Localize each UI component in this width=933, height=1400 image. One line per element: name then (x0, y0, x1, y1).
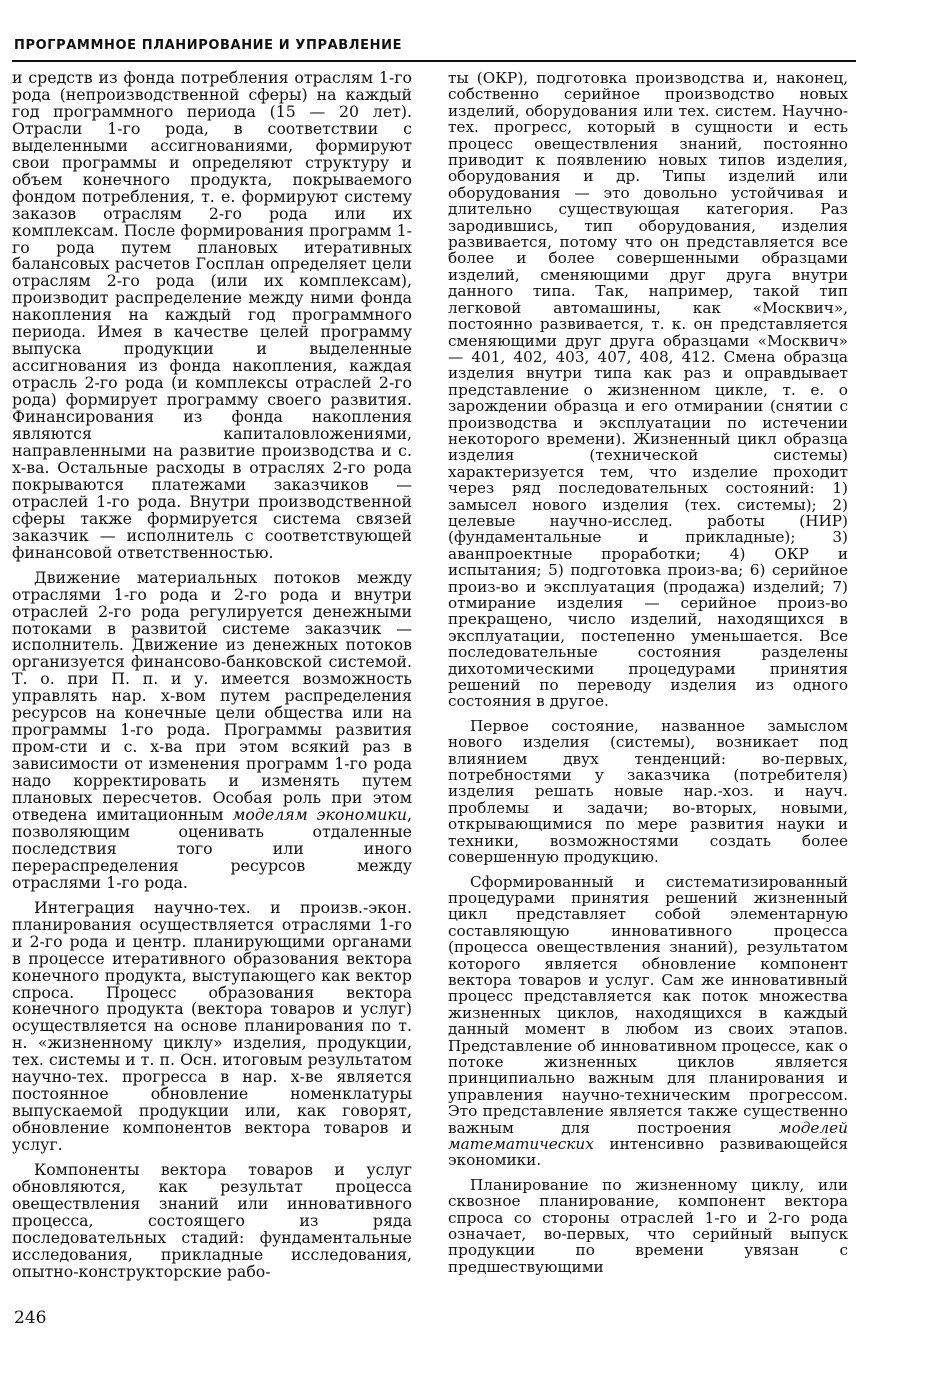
left-paragraph-1: и средств из фонда потребления отраслям 1-го рода (непроизводственной сферы) на каждый год программного периода (15 — 20 лет). Отрасли 1-го рода, в соответствии с выделенными ассигнованиями, формируют свои программы и определяют структуру и объем конечного продукта, покрываемого фондом потребления, т. е. формируют систему заказов отраслям 2-го рода или их комплексам. После формирования программ 1-го рода путем плановых итеративных балансовых расчетов Госплан определяет цели отраслям 2-го рода (или их комплексам), производит распределение между ними фонда накопления на каждый год программного периода. Имея в качестве целей программу выпуска продукции и выделенные ассигнования из фонда накопления, каждая отрасль 2-го рода (и комплексы отраслей 2-го рода) формирует программу своего развития. Финансирования из фонда накопления являются капиталовложениями, направленными на развитие производства и с. х-ва. Остальные расходы в отраслях 2-го рода покрываются платежами заказчиков — отраслей 1-го рода. Внутри производственной сферы также формируется система связей заказчик — исполнитель с соответствующей финансовой ответственностью. (12, 68, 412, 562)
left-paragraph-2-text-a: Движение материальных потоков между отраслями 1-го рода и 2-го рода и внутри отраслей 2-го рода регулируется денежными потоками в развитой системе заказчик — исполнитель. Движение из денежных потоков организуется финансово-банковской системой. Т. о. при П. п. и у. имеется возможность управлять нар. х-вом путем распределения ресурсов на конечные цели общества или на программы 1-го рода. Программы развития пром-сти и с. х-ва при этом всякий раз в зависимости от изменения программ 1-го рода надо корректировать и изменять путем плановых пересчетов. Особая роль при этом отведена имитационным (12, 567, 412, 824)
right-paragraph-3-text-b: интенсивно развивающейся экономики. (448, 1135, 848, 1170)
right-paragraph-3-text-a: Сформированный и систематизированный процедурами принятия решений жизненный цикл представляет собой элементарную составляющую инновативного процесса (процесса овеществления знаний), результатом которого является обновление компонент вектора товаров и услуг. Сам же инновативный процесс представляется как поток множества жизненных циклов, находящихся в каждый данный момент в любом из своих этапов. Представление об инновативном процессе, как о потоке жизненных циклов является принципиально важным для планирования и управления научно-техническим прогрессом. Это представление является также существенно важным для построения (448, 872, 848, 1137)
right-paragraph-2: Первое состояние, названное замыслом нового изделия (системы), возникает под влиянием двух тенденций: во-первых, потребностями у заказчика (потребителя) изделия решать новые нар.-хоз. и науч. проблемы и задачи; во-вторых, новыми, открывающимися по мере развития науки и техники, возможностями создать более совершенную продукцию. (448, 716, 848, 867)
right-paragraph-4: Планирование по жизненному циклу, или сквозное планирование, компонент вектора спроса со стороны отраслей 1-го и 2-го рода означает, во-первых, что серийный выпуск продукции по времени увязан с предшествующими (448, 1175, 848, 1276)
term-link-math-models: моделей математических (448, 1118, 848, 1153)
left-column (12, 70, 412, 1281)
term-link-models-economy: моделям экономики (232, 804, 407, 824)
page-number: 246 (14, 1308, 47, 1328)
left-paragraph-2 (12, 567, 412, 892)
running-header: ПРОГРАММНОЕ ПЛАНИРОВАНИЕ И УПРАВЛЕНИЕ (14, 38, 403, 53)
left-paragraph-2-text-b: , позволяющим оценивать отдаленные последствия того или иного перераспределения ресурсов между отраслями 1-го рода. (12, 804, 412, 892)
header-rule (12, 60, 856, 62)
right-paragraph-3 (448, 874, 848, 1169)
right-column (448, 70, 848, 1275)
left-paragraph-3: Интеграция научно-тех. и произв.-экон. планирования осуществляется отраслями 1-го и 2-го рода и центр. планирующими органами в процессе итеративного образования вектора конечного продукта, выступающего как вектор спроса. Процесс образования вектора конечного продукта (вектора товаров и услуг) осуществляется на основе планирования по т. н. «жизненному циклу» изделия, продукции, тех. системы и т. п. Осн. итоговым результатом научно-тех. прогресса в нар. х-ве является постоянное обновление номенклатуры выпускаемой продукции или, как говорят, обновление компонентов вектора товаров и услуг. (12, 897, 412, 1155)
right-paragraph-1: ты (ОКР), подготовка производства и, наконец, собственно серийное производство новых изделий, оборудования или тех. систем. Научно-тех. прогресс, который в сущности и есть процесс овеществления знаний, постоянно приводит к появлению новых типов изделия, оборудования и др. Типы изделий или оборудования — это довольно устойчивая и длительно существующая категория. Раз зародившись, тип оборудования, изделия развивается, потому что он представляется все более и более совершенными образцами изделий, сменяющими друг друга внутри данного типа. Так, например, такой тип легковой автомашины, как «Москвич», постоянно развивается, т. к. он представляется сменяющими друг друга образцами «Москвич» — 401, 402, 403, 407, 408, 412. Смена образца изделия внутри типа как раз и оправдывает представление о жизненном цикле, т. е. о зарождении образца и его отмирании (снятии с производства и эксплуатации по истечении некоторого времени). Жизненный цикл образца изделия (технической системы) характеризуется тем, что изделие проходит через ряд последовательных состояний: 1) замысел нового изделия (тех. системы); 2) целевые научно-исслед. работы (НИР) (фундаментальные и прикладные); 3) аванпроектные проработки; 4) ОКР и испытания; 5) подготовка произ-ва; 6) серийное произ-во и эксплуатация (продажа) изделий; 7) отмирание изделия — серийное произ-во прекращено, число изделий, находящихся в эксплуатации, постепенно уменьшается. Все последовательные состояния разделены дихотомическими процедурами принятия решений по переводу изделия из одного состояния в другое. (448, 69, 848, 711)
left-paragraph-4: Компоненты вектора товаров и услуг обновляются, как результат процесса овеществления знаний или инновативного процесса, состоящего из ряда последовательных стадий: фундаментальные исследования, прикладные исследования, опытно-конструкторские рабо- (12, 1160, 412, 1281)
